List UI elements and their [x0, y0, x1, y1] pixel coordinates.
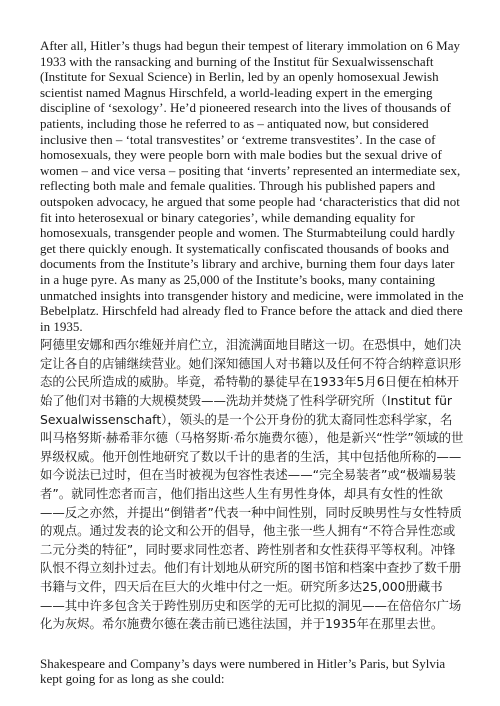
english-paragraph-2: Shakespeare and Company’s days were numbered in Hitler’s Paris, but Sylvia kept going for as long as she could: — [40, 655, 446, 687]
document-page — [40, 38, 464, 687]
english-paragraph-1: After all, Hitler’s thugs had begun their tempest of literary immolation on 6 May 1933 with the ransacking and burning of the Institut für Sexualwissenschaft (Institute for Sexual Science) in Berlin, led by an openly homosexual Jewish scientist named Magnus Hirschfeld, a world-leading expert in the emerging discipline of ‘sexology’. He’d pioneered research into the lives of thousands of patients, including those he referred to as – antiquated now, but considered inclusive then – ‘total transvestites’ or ‘extreme transvestites’. In the case of homosexuals, they were people born with male bodies but the sexual drive of women – and vice versa – positing that ‘inverts’ represented an intermediate sex, reflecting both male and female qualities. Through his published papers and outspoken advocacy, he argued that some people had ‘characteristics that did not fit into heterosexual or binary categories’, while demanding equality for homosexuals, transgender people and women. The Sturmabteilung could hardly get there quickly enough. It systematically confiscated thousands of books and documents from the Institute’s library and archive, burning them four days later in a huge pyre. As many as 25,000 of the Institute’s books, many containing unmatched insights into transgender history and medicine, were immolated in the Bebelplatz. Hirschfeld had already fled to France before the attack and died there in 1935. — [40, 38, 464, 334]
chinese-paragraph-1: 阿德里安娜和西尔维娅并肩伫立，泪流满面地目睹这一切。在恐惧中，她们决定让各自的店铺继续营业。她们深知德国人对书籍以及任何不符合纳粹意识形态的公民所造成的威胁。毕竟，希特勒的暴徒早在1933年5月6日便在柏林开始了他们对书籍的大规模焚毁——洗劫并焚烧了性科学研究所（Institut für Sexualwissenschaft），领头的是一个公开身份的犹太裔同性恋科学家，名叫马格努斯·赫希菲尔德（马格努斯·希尔施费尔德），他是新兴“性学”领域的世界级权威。他开创性地研究了数以千计的患者的生活，其中包括他所称的——如今说法已过时，但在当时被视为包容性表述——“完全易装者”或“极端易装者”。就同性恋者而言，他们指出这些人生有男性身体，却具有女性的性欲——反之亦然，并提出“倒错者”代表一种中间性别，同时反映男性与女性特质的观点。通过发表的论文和公开的倡导，他主张一些人拥有“不符合异性恋或二元分类的特征”，同时要求同性恋者、跨性别者和女性获得平等权利。冲锋队恨不得立刻扑过去。他们有计划地从研究所的图书馆和档案中查抄了数千册书籍与文件，四天后在巨大的火堆中付之一炬。研究所多达25,000册藏书——其中许多包含关于跨性别历史和医学的无可比拟的洞见——在倍倍尔广场化为灰烬。希尔施费尔德在袭击前已逃往法国，并于1935年在那里去世。 — [40, 337, 464, 632]
